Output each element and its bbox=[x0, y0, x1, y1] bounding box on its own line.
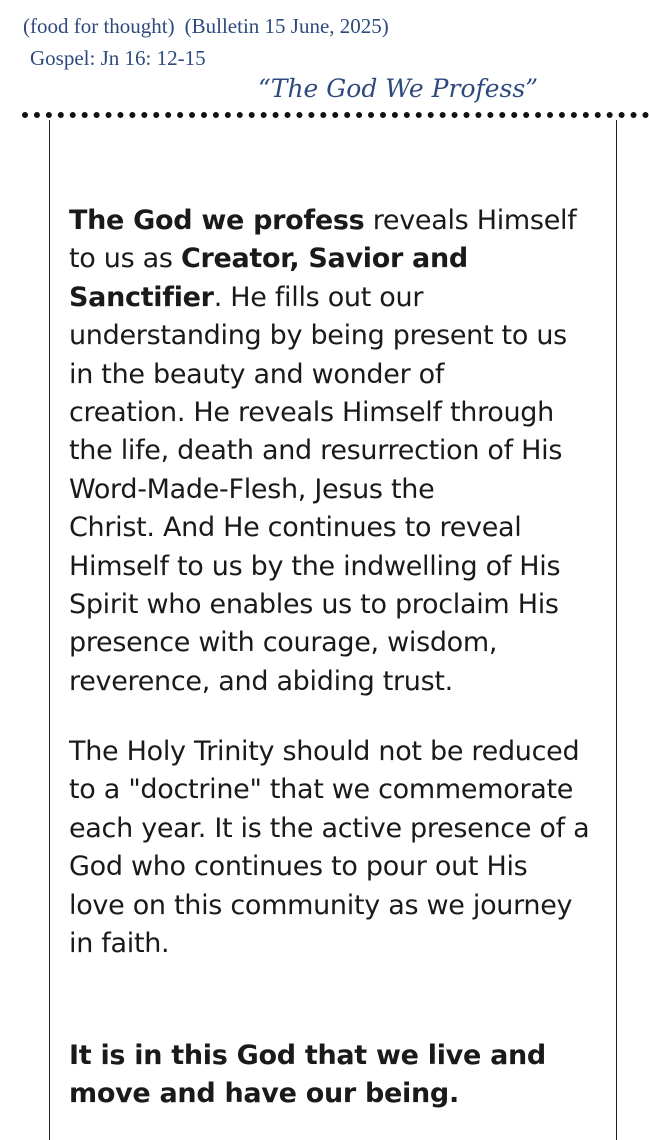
paragraph-line bbox=[69, 240, 619, 278]
closing-statement bbox=[69, 1037, 619, 1114]
paragraph-line: understanding by being present to us bbox=[69, 320, 567, 352]
paragraph-line: creation. He reveals Himself through bbox=[69, 397, 554, 429]
page-title: “The God We Profess” bbox=[258, 74, 538, 103]
paragraph-line: The Holy Trinity should not be reduced bbox=[69, 736, 580, 767]
paragraph-line: presence with courage, wisdom, bbox=[69, 627, 498, 659]
paragraph-line: Christ. And He continues to reveal bbox=[69, 512, 522, 544]
paragraph-line: reverence, and abiding trust. bbox=[69, 665, 453, 697]
paragraph-line: God who continues to pour out His bbox=[69, 851, 528, 883]
paragraph-line: each year. It is the active presence of a bbox=[69, 812, 590, 844]
paragraph-line: Himself to us by the indwelling of His bbox=[69, 550, 561, 582]
text-run: to us as bbox=[69, 243, 181, 275]
paragraph-line bbox=[69, 279, 619, 317]
dotted-divider bbox=[22, 112, 649, 118]
food-for-thought-label: (food for thought) bbox=[23, 14, 175, 38]
text-run: reveals Himself bbox=[364, 205, 577, 236]
bold-phrase: Creator, Savior and bbox=[180, 243, 468, 275]
bulletin-date: (Bulletin 15 June, 2025) bbox=[184, 14, 389, 38]
gospel-reference: Gospel: Jn 16: 12-15 bbox=[30, 46, 206, 70]
bulletin-header bbox=[23, 14, 389, 39]
paragraph-line: in the beauty and wonder of bbox=[69, 358, 445, 390]
paragraph-line: It is in this God that we live and bbox=[69, 1040, 546, 1071]
paragraph-line: Spirit who enables us to proclaim His bbox=[69, 589, 559, 621]
bold-phrase: The God we profess bbox=[69, 205, 365, 236]
paragraph-line: move and have our being. bbox=[69, 1078, 459, 1110]
paragraph-line: the life, death and resurrection of His bbox=[69, 435, 563, 467]
paragraph-line: to a "doctrine" that we commemorate bbox=[69, 774, 574, 806]
bold-phrase: Sanctifier bbox=[69, 281, 214, 313]
text-run: . He fills out our bbox=[213, 281, 424, 313]
paragraph-2 bbox=[69, 733, 619, 963]
paragraph-line: love on this community as we journey bbox=[69, 889, 573, 921]
paragraph-line bbox=[69, 202, 619, 240]
paragraph-line: Word-Made-Flesh, Jesus the bbox=[69, 473, 435, 505]
paragraph-1 bbox=[69, 202, 619, 701]
paragraph-line: in faith. bbox=[69, 928, 170, 960]
